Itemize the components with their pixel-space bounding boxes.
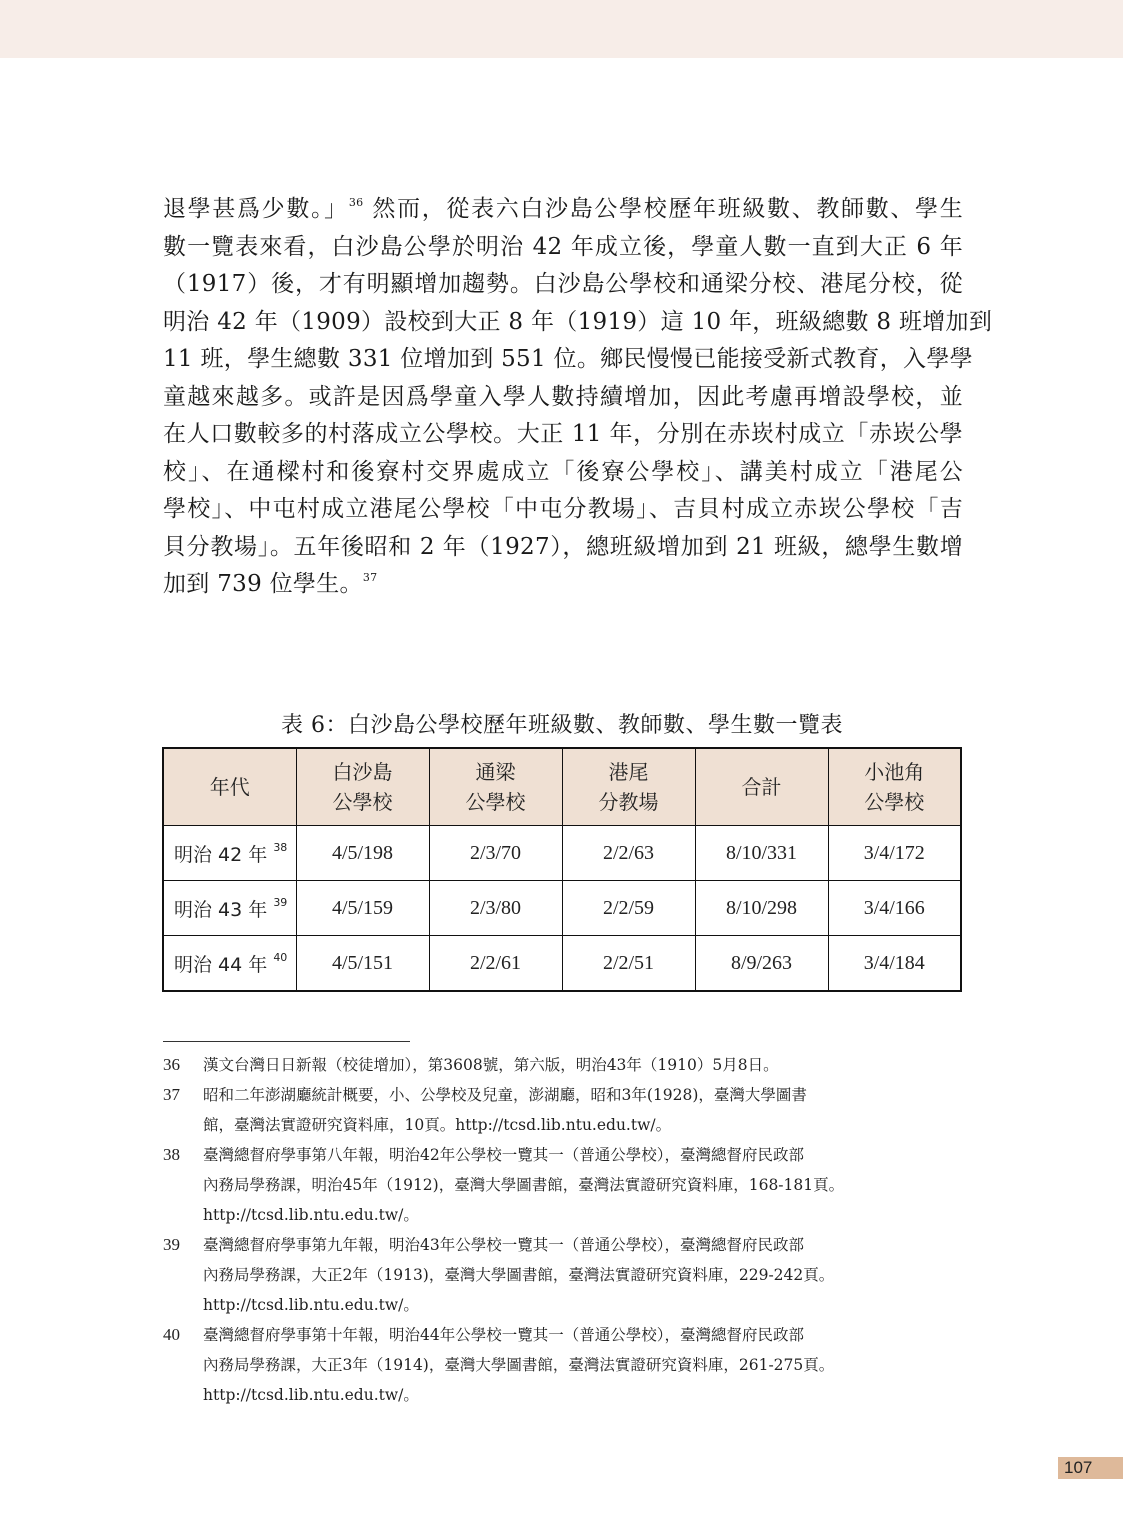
body-line: （1917）後，才有明顯增加趨勢。白沙島公學校和通梁分校、港尾分校，從 <box>163 271 963 297</box>
column-header-year: 年代 <box>163 748 296 826</box>
table-cell: 2/2/61 <box>429 936 562 992</box>
body-line: 校」、在通樑村和後寮村交界處成立「後寮公學校」、講美村成立「港尾公 <box>163 458 963 485</box>
footnote-number: 39 <box>163 1235 180 1254</box>
footnote-number: 38 <box>163 1145 180 1164</box>
table-row <box>163 826 961 881</box>
school-statistics-table <box>162 747 962 992</box>
body-line: 加到 739 位學生。$^{37}$ <box>163 571 378 597</box>
body-line: 數一覽表來看，白沙島公學於明治 42 年成立後，學童人數一直到大正 6 年 <box>163 233 963 260</box>
body-paragraph <box>163 191 993 604</box>
footnote-38 <box>163 1140 963 1230</box>
footnote-text: 內務局學務課，明治45年（1912)，臺灣大學圖書館，臺灣法實證研究資料庫，168-181頁。 <box>203 1176 845 1194</box>
footnote-ref[interactable]: 36 <box>348 196 364 209</box>
footnote-number: 37 <box>163 1085 180 1104</box>
table-cell: 2/3/80 <box>429 881 562 936</box>
footnote-text: 昭和二年澎湖廳統計概要，小、公學校及兒童，澎湖廳，昭和3年(1928)，臺灣大學圖書 <box>203 1086 807 1104</box>
footnote-36 <box>163 1050 963 1080</box>
year-cell: 明治 44 年 $^{40}$ <box>163 936 296 992</box>
table-cell: 4/5/198 <box>296 826 429 881</box>
footnote-ref[interactable]: 38 <box>273 840 288 854</box>
footnote-37 <box>163 1080 963 1140</box>
body-line: 貝分教場」。五年後昭和 2 年（1927），總班級增加到 21 班級，總學生數增 <box>163 533 963 560</box>
column-header-gangwei: 港尾 分教場 <box>562 748 695 826</box>
body-line: 明治 42 年（1909）設校到大正 8 年（1919）這 10 年，班級總數 8 班增加到 <box>163 308 993 335</box>
footnotes-section <box>163 1050 963 1410</box>
footnote-text: 臺灣總督府學事第九年報，明治43年公學校一覽其一（普通公學校），臺灣總督府民政部 <box>203 1236 804 1254</box>
body-line: 學校」、中屯村成立港尾公學校「中屯分教場」、吉貝村成立赤崁公學校「吉 <box>163 496 963 522</box>
column-header-total: 合計 <box>695 748 828 826</box>
table-row <box>163 936 961 992</box>
table-cell: 3/4/184 <box>828 936 961 992</box>
footnote-39 <box>163 1230 963 1320</box>
body-line: 退學甚爲少數。」$^{36}$ 然而，從表六白沙島公學校歷年班級數、教師數、學生 <box>163 196 964 222</box>
footnote-text: 內務局學務課，大正3年（1914)，臺灣大學圖書館，臺灣法實證研究資料庫，261-275頁。 <box>203 1356 835 1374</box>
footnote-number: 40 <box>163 1325 180 1344</box>
footnote-divider <box>163 1041 410 1042</box>
page-number: 107 <box>1058 1457 1123 1479</box>
footnote-url[interactable]: http://tcsd.lib.ntu.edu.tw/。 <box>203 1296 419 1314</box>
footnote-text: 臺灣總督府學事第十年報，明治44年公學校一覽其一（普通公學校），臺灣總督府民政部 <box>203 1326 804 1344</box>
year-cell: 明治 42 年 $^{38}$ <box>163 826 296 881</box>
column-header-baishadao: 白沙島 公學校 <box>296 748 429 826</box>
table-cell: 8/9/263 <box>695 936 828 992</box>
footnote-ref[interactable]: 39 <box>273 895 288 909</box>
table-header-row <box>163 748 961 826</box>
table-caption: 表 6：白沙島公學校歷年班級數、教師數、學生數一覽表 <box>281 713 843 738</box>
table-cell: 2/2/63 <box>562 826 695 881</box>
column-header-xiaochijiao: 小池角 公學校 <box>828 748 961 826</box>
table-cell: 4/5/159 <box>296 881 429 936</box>
table-cell: 4/5/151 <box>296 936 429 992</box>
footnote-number: 36 <box>163 1055 180 1074</box>
column-header-tongliang: 通梁 公學校 <box>429 748 562 826</box>
footnote-ref[interactable]: 37 <box>362 571 378 584</box>
page-header-band <box>0 0 1123 58</box>
footnote-text: 內務局學務課，大正2年（1913)，臺灣大學圖書館，臺灣法實證研究資料庫，229-242頁。 <box>203 1266 835 1284</box>
table-cell: 3/4/172 <box>828 826 961 881</box>
footnote-text: 臺灣總督府學事第八年報，明治42年公學校一覽其一（普通公學校），臺灣總督府民政部 <box>203 1146 804 1164</box>
body-line: 在人口數較多的村落成立公學校。大正 11 年，分別在赤崁村成立「赤崁公學 <box>163 421 963 447</box>
year-cell: 明治 43 年 $^{39}$ <box>163 881 296 936</box>
footnote-40 <box>163 1320 963 1410</box>
footnote-text: 館，臺灣法實證研究資料庫，10頁。http://tcsd.lib.ntu.edu.tw/。 <box>203 1116 672 1134</box>
table-cell: 2/2/59 <box>562 881 695 936</box>
table-cell: 3/4/166 <box>828 881 961 936</box>
body-line: 童越來越多。或許是因爲學童入學人數持續增加，因此考慮再增設學校，並 <box>163 383 963 410</box>
footnote-url[interactable]: http://tcsd.lib.ntu.edu.tw/。 <box>203 1386 419 1404</box>
footnote-ref[interactable]: 40 <box>273 950 288 964</box>
table-cell: 8/10/298 <box>695 881 828 936</box>
table-cell: 2/3/70 <box>429 826 562 881</box>
footnote-text: 漢文台灣日日新報（校徒增加），第3608號，第六版，明治43年（1910）5月8日。 <box>203 1056 779 1074</box>
body-line: 11 班，學生總數 331 位增加到 551 位。鄉民慢慢已能接受新式教育，入學學 <box>163 346 973 372</box>
footnote-url[interactable]: http://tcsd.lib.ntu.edu.tw/。 <box>203 1206 419 1224</box>
table-row <box>163 881 961 936</box>
table-cell: 2/2/51 <box>562 936 695 992</box>
table-cell: 8/10/331 <box>695 826 828 881</box>
